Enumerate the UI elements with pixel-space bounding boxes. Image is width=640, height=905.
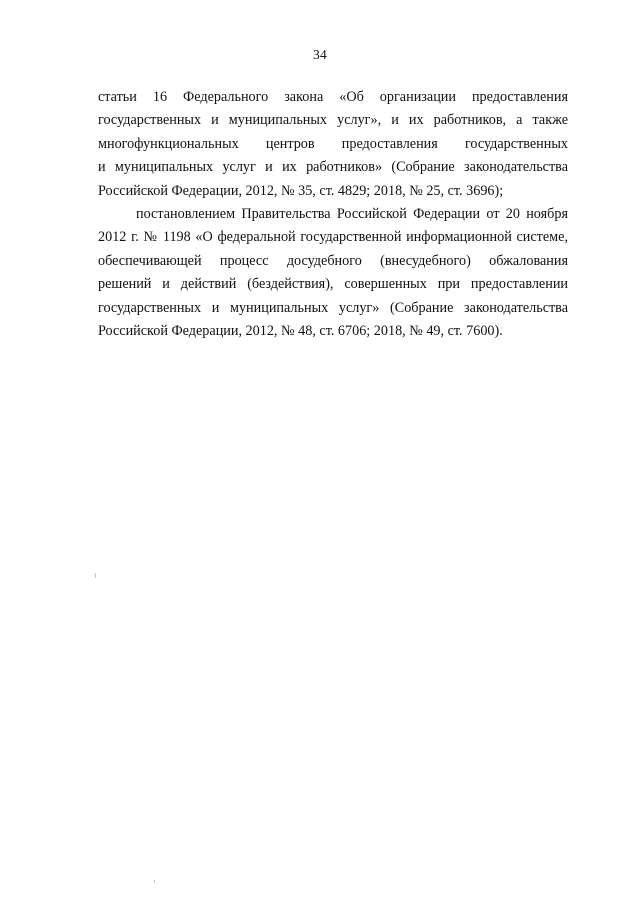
text-line: государственных и муниципальных услуг», и их работников, а также bbox=[98, 112, 568, 129]
text-line: Российской Федерации, 2012, № 48, ст. 6706; 2018, № 49, ст. 7600). bbox=[98, 322, 503, 339]
text-line: и муниципальных услуг и их работников» (Собрание законодательства bbox=[98, 159, 568, 176]
scan-mark bbox=[154, 880, 155, 883]
scan-mark bbox=[95, 573, 96, 578]
text-line: государственных и муниципальных услуг» (Собрание законодательства bbox=[98, 299, 568, 316]
text-line: обеспечивающей процесс досудебного (внесудебного) обжалования bbox=[98, 252, 568, 269]
text-line: статьи 16 Федерального закона «Об организации предоставления bbox=[98, 89, 568, 105]
paragraph-2 bbox=[98, 203, 568, 343]
page-number: 34 bbox=[313, 47, 327, 62]
document-body bbox=[98, 86, 568, 343]
text-line: многофункциональных центров предоставления государственных bbox=[98, 135, 568, 152]
text-line: постановлением Правительства Российской Федерации от 20 ноября bbox=[136, 205, 568, 222]
paragraph-1 bbox=[98, 86, 568, 203]
text-line: 2012 г. № 1198 «О федеральной государственной информационной системе, bbox=[98, 229, 568, 246]
text-line: Российской Федерации, 2012, № 35, ст. 4829; 2018, № 25, ст. 3696); bbox=[98, 182, 504, 199]
text-line: решений и действий (бездействия), совершенных при предоставлении bbox=[98, 276, 568, 293]
